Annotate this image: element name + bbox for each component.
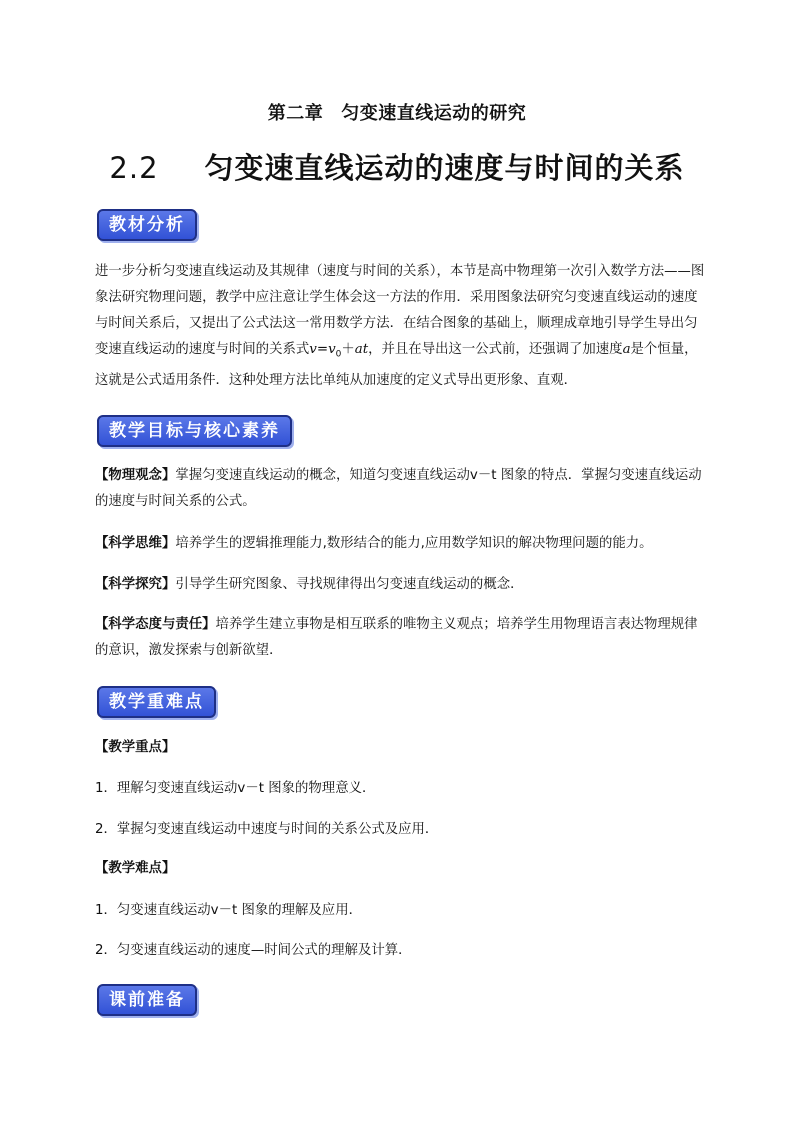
analysis-text-1: 进一步分析匀变速直线运动及其规律（速度与时间的关系），本节是高中物理第一次引入数学方法——图象法研究物理问题，教学中应注意让学生体会这一方法的作用．采用图象法研究匀变速直线运动的速度与时间关系后，又提出了公式法这一常用数学方法．在结合图象的基础上，顺理成章地引导学生导出匀变速直线运动的速度与时间的关系式 bbox=[95, 264, 705, 357]
goal-text: 培养学生的逻辑推理能力,数形结合的能力,应用数学知识的解决物理问题的能力。 bbox=[175, 536, 653, 551]
badge-key-points: 教学重难点 bbox=[97, 686, 216, 718]
list-item: 2．掌握匀变速直线运动中速度与时间的关系公式及应用． bbox=[95, 822, 439, 837]
analysis-text-2: ，并且在导出这一公式前，还强调了加速度 bbox=[368, 342, 623, 357]
goal-text: 掌握匀变速直线运动的概念，知道匀变速直线运动v－t 图象的特点．掌握匀变速直线运动的速度与时间关系的公式。 bbox=[95, 468, 702, 509]
goal-item bbox=[95, 463, 707, 515]
difficulty-label: 【教学难点】 bbox=[95, 861, 176, 876]
focus-label: 【教学重点】 bbox=[95, 740, 176, 755]
goal-label: 【科学态度与责任】 bbox=[95, 617, 216, 632]
goal-text: 培养学生建立事物是相互联系的唯物主义观点；培养学生用物理语言表达物理规律的意识，激发探索与创新欲望． bbox=[95, 617, 698, 658]
badge-goals: 教学目标与核心素养 bbox=[97, 415, 292, 447]
goal-text: 引导学生研究图象、寻找规律得出匀变速直线运动的概念． bbox=[175, 577, 524, 592]
list-item: 2．匀变速直线运动的速度—时间公式的理解及计算． bbox=[95, 943, 412, 958]
badge-analysis: 教材分析 bbox=[97, 209, 197, 241]
goal-item bbox=[95, 612, 707, 664]
goal-item bbox=[95, 572, 707, 598]
velocity-formula: $v=v_0+at$ bbox=[309, 342, 369, 360]
section-number: 2.2 bbox=[109, 151, 159, 185]
analysis-paragraph bbox=[95, 259, 707, 394]
chapter-title: 匀变速直线运动的研究 bbox=[341, 103, 527, 124]
goal-item bbox=[95, 531, 707, 557]
page-title bbox=[0, 146, 794, 187]
list-item: 1．匀变速直线运动v－t 图象的理解及应用． bbox=[95, 903, 362, 918]
goal-label: 【科学思维】 bbox=[95, 536, 176, 551]
badge-prep: 课前准备 bbox=[97, 984, 197, 1016]
analysis-text-3: 是个恒量，这就是公式适用条件．这种处理方法比单纯从加速度的定义式导出更形象、直观． bbox=[95, 342, 698, 388]
list-item: 1．理解匀变速直线运动v－t 图象的物理意义． bbox=[95, 781, 376, 796]
chapter-number: 第二章 bbox=[267, 103, 324, 124]
acceleration-variable: a bbox=[622, 342, 631, 357]
goal-label: 【物理观念】 bbox=[95, 468, 176, 483]
goal-label: 【科学探究】 bbox=[95, 577, 176, 592]
section-title: 匀变速直线运动的速度与时间的关系 bbox=[204, 151, 685, 185]
chapter-heading bbox=[0, 99, 794, 125]
